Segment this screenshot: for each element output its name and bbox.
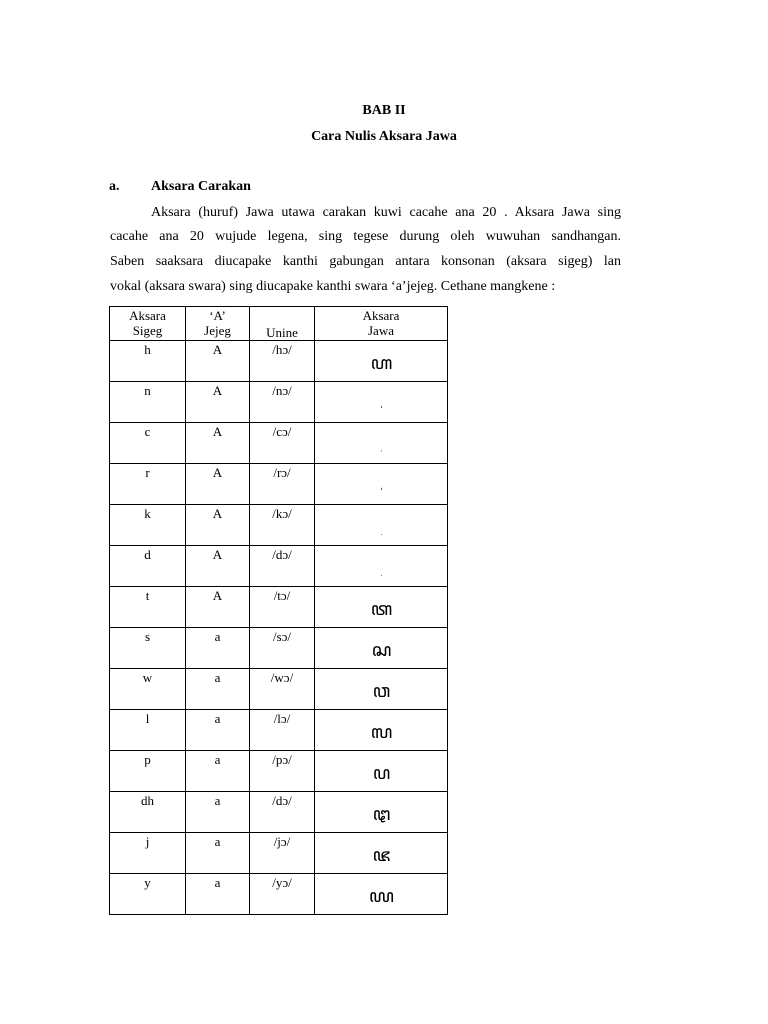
cell-aksara-sigeg: k — [110, 505, 186, 546]
cell-a-jejeg: A — [186, 464, 250, 505]
cell-aksara-jawa — [315, 382, 448, 423]
header-line: Aksara — [362, 308, 400, 323]
cell-aksara-sigeg: n — [110, 382, 186, 423]
cell-a-jejeg: a — [186, 792, 250, 833]
cell-aksara-sigeg: p — [110, 751, 186, 792]
cell-aksara-jawa — [315, 833, 448, 874]
table-body — [110, 341, 448, 915]
aksara-jawa-glyph: · — [380, 573, 382, 580]
header-line: Aksara — [129, 308, 166, 323]
cell-aksara-jawa — [315, 587, 448, 628]
cell-aksara-jawa — [315, 710, 448, 751]
aksara-jawa-glyph: ꦮ — [372, 681, 390, 702]
header-line: ‘A’ — [209, 308, 226, 323]
aksara-table — [109, 306, 448, 915]
aksara-jawa-glyph: ꦛ — [372, 804, 390, 825]
cell-aksara-jawa — [315, 505, 448, 546]
cell-a-jejeg: a — [186, 628, 250, 669]
table-row — [110, 669, 448, 710]
table-row — [110, 587, 448, 628]
table-row — [110, 792, 448, 833]
table-header-row — [110, 307, 448, 341]
paragraph-line: Saben saaksara diucapake kanthi gabungan antara konsonan (aksara sigeg) lan — [110, 254, 621, 269]
cell-unine: /tɔ/ — [250, 587, 315, 628]
header-unine — [250, 307, 315, 341]
cell-aksara-sigeg: dh — [110, 792, 186, 833]
chapter-heading: BAB II — [362, 103, 406, 118]
table-row — [110, 874, 448, 915]
aksara-jawa-glyph: ꦲ — [370, 353, 392, 374]
cell-aksara-sigeg: j — [110, 833, 186, 874]
cell-a-jejeg: A — [186, 587, 250, 628]
table-row — [110, 505, 448, 546]
cell-unine: /rɔ/ — [250, 464, 315, 505]
cell-a-jejeg: a — [186, 833, 250, 874]
header-line: Jawa — [368, 323, 394, 338]
cell-a-jejeg: A — [186, 505, 250, 546]
table-row — [110, 341, 448, 382]
table-row — [110, 382, 448, 423]
aksara-jawa-glyph: · — [380, 532, 382, 539]
cell-unine: /lɔ/ — [250, 710, 315, 751]
cell-aksara-sigeg: r — [110, 464, 186, 505]
header-line: Unine — [266, 325, 298, 340]
aksara-jawa-glyph: ꦭ — [370, 722, 392, 743]
table-row — [110, 628, 448, 669]
cell-unine: /dɔ/ — [250, 546, 315, 587]
cell-aksara-sigeg: h — [110, 341, 186, 382]
aksara-jawa-glyph: ꦪ — [369, 886, 393, 907]
table-row — [110, 464, 448, 505]
cell-aksara-sigeg: s — [110, 628, 186, 669]
aksara-jawa-glyph: ˈ — [380, 450, 382, 457]
cell-aksara-sigeg: t — [110, 587, 186, 628]
cell-a-jejeg: A — [186, 423, 250, 464]
cell-unine: /pɔ/ — [250, 751, 315, 792]
cell-aksara-jawa — [315, 423, 448, 464]
cell-unine: /yɔ/ — [250, 874, 315, 915]
aksara-jawa-glyph: ˈ — [380, 406, 382, 416]
cell-a-jejeg: A — [186, 546, 250, 587]
cell-a-jejeg: a — [186, 669, 250, 710]
aksara-jawa-glyph: ꦥ — [372, 763, 390, 784]
cell-unine: /nɔ/ — [250, 382, 315, 423]
aksara-jawa-glyph: ꦱ — [371, 640, 391, 661]
header-aksara-jawa — [315, 307, 448, 341]
paragraph-line: Aksara (huruf) Jawa utawa carakan kuwi cacahe ana 20 . Aksara Jawa sing — [151, 205, 621, 220]
table-row — [110, 423, 448, 464]
paragraph-line: cacahe ana 20 wujude legena, sing tegese durung oleh wuwuhan sandhangan. — [110, 229, 621, 244]
cell-unine: /cɔ/ — [250, 423, 315, 464]
section-letter: a. — [109, 179, 120, 194]
table-row — [110, 710, 448, 751]
aksara-jawa-glyph: ˈ — [380, 488, 382, 498]
cell-aksara-sigeg: w — [110, 669, 186, 710]
aksara-jawa-glyph: ꦗ — [372, 845, 390, 866]
cell-unine: /kɔ/ — [250, 505, 315, 546]
paragraph-line: vokal (aksara swara) sing diucapake kanthi swara ‘a’jejeg. Cethane mangkene : — [110, 279, 556, 294]
cell-aksara-sigeg: d — [110, 546, 186, 587]
cell-aksara-jawa — [315, 464, 448, 505]
cell-aksara-jawa — [315, 628, 448, 669]
cell-aksara-jawa — [315, 792, 448, 833]
chapter-title: Cara Nulis Aksara Jawa — [311, 129, 457, 144]
cell-aksara-sigeg: y — [110, 874, 186, 915]
cell-aksara-jawa — [315, 341, 448, 382]
cell-unine: /dɔ/ — [250, 792, 315, 833]
cell-unine: /hɔ/ — [250, 341, 315, 382]
cell-aksara-sigeg: l — [110, 710, 186, 751]
cell-aksara-jawa — [315, 874, 448, 915]
cell-a-jejeg: a — [186, 874, 250, 915]
cell-a-jejeg: a — [186, 710, 250, 751]
cell-aksara-jawa — [315, 751, 448, 792]
cell-aksara-sigeg: c — [110, 423, 186, 464]
header-aksara-sigeg — [110, 307, 186, 341]
cell-unine: /sɔ/ — [250, 628, 315, 669]
cell-aksara-jawa — [315, 546, 448, 587]
header-line: Jejeg — [204, 323, 231, 338]
cell-unine: /wɔ/ — [250, 669, 315, 710]
header-line: Sigeg — [132, 323, 163, 338]
aksara-jawa-glyph: ꦠ — [370, 599, 392, 620]
section-title: Aksara Carakan — [151, 179, 251, 194]
cell-unine: /jɔ/ — [250, 833, 315, 874]
table-row — [110, 546, 448, 587]
cell-a-jejeg: a — [186, 751, 250, 792]
cell-a-jejeg: A — [186, 382, 250, 423]
header-a-jejeg — [186, 307, 250, 341]
cell-a-jejeg: A — [186, 341, 250, 382]
table-row — [110, 751, 448, 792]
table-row — [110, 833, 448, 874]
cell-aksara-jawa — [315, 669, 448, 710]
